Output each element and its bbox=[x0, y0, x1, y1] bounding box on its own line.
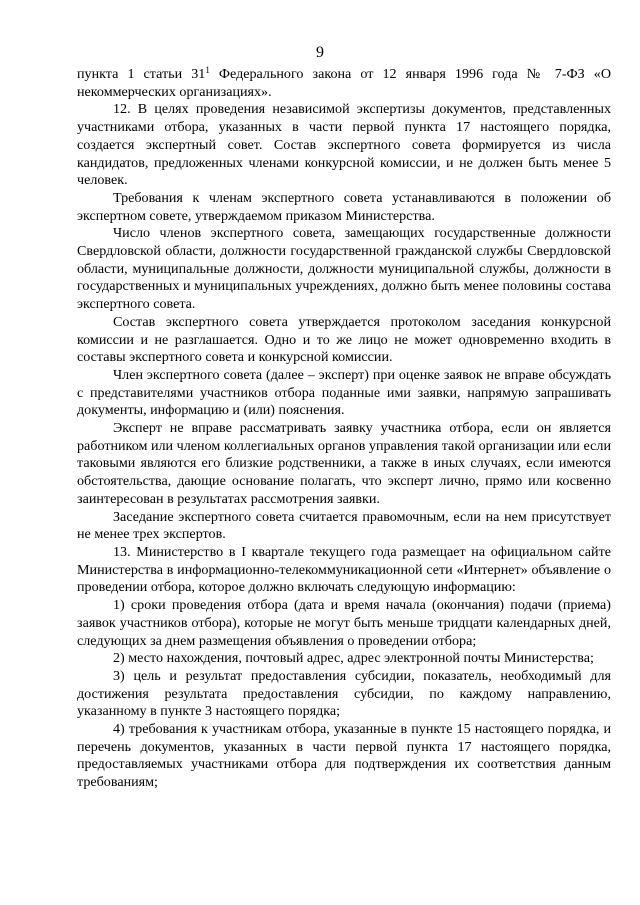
list-item-13-4: 4) требования к участникам отбора, указанные в пункте 15 настоящего порядка, и перечень документов, указанных в части первой пункта 17 настоящего порядка, предоставляемых участниками отбора для подтверждения их соответствия данным требованиям; bbox=[77, 721, 611, 791]
paragraph-expert-restrictions: Эксперт не вправе рассматривать заявку участника отбора, если он является работником или членом коллегиальных органов управления такой организации или если таковыми являются его близкие родственники, а также в иных случаях, если имеются обстоятельства, дающие основание полагать, что эксперт лично, прямо или косвенно заинтересован в результатах рассмотрения заявки. bbox=[77, 420, 611, 507]
list-item-13-3: 3) цель и результат предоставления субсидии, показатель, необходимый для достижения результата предоставления субсидии, по каждому направлению, указанному в пункте 3 настоящего порядка; bbox=[77, 667, 611, 720]
paragraph-meeting-quorum: Заседание экспертного совета считается правомочным, если на нем присутствует не менее трех экспертов. bbox=[77, 508, 611, 543]
paragraph-text: Федерального закона от 12 января 1996 года № 7-ФЗ «О некоммерческих организациях». bbox=[77, 66, 611, 100]
paragraph-expert-member: Член экспертного совета (далее – эксперт) при оценке заявок не вправе обсуждать с представителями участников отбора поданные ими заявки, напрямую запрашивать документы, информацию и (или) пояснения. bbox=[77, 366, 611, 419]
page-number: 9 bbox=[316, 44, 324, 61]
list-item-13-1: 1) сроки проведения отбора (дата и время начала (окончания) подачи (приема) заявок участников отбора), которые не могут быть меньше тридцати календарных дней, следующих за днем размещения объявления о проведении отбора; bbox=[77, 597, 611, 649]
paragraph-text: пункта 1 статьи 31 bbox=[77, 66, 206, 82]
paragraph-continuation bbox=[77, 66, 611, 101]
superscript: 1 bbox=[205, 65, 210, 75]
list-item-13-2: 2) место нахождения, почтовый адрес, адрес электронной почты Министерства; bbox=[113, 650, 594, 667]
paragraph-member-count: Число членов экспертного совета, замещающих государственные должности Свердловской области, должности государственной гражданской службы Свердловской области, муниципальные должности, должности муниципальной службы, должности в государственных и муниципальных учреждениях, должно быть менее половины состава экспертного совета. bbox=[77, 225, 611, 313]
paragraph-composition: Состав экспертного совета утверждается протоколом заседания конкурсной комиссии и не разглашается. Одно и то же лицо не может одновременно входить в составы экспертного совета и конкурсной комиссии. bbox=[77, 313, 611, 366]
document-body bbox=[77, 66, 611, 792]
paragraph-requirements: Требования к членам экспертного совета устанавливаются в положении об экспертном совете, утверждаемом приказом Министерства. bbox=[77, 189, 611, 224]
paragraph-13: 13. Министерство в I квартале текущего года размещает на официальном сайте Министерства в информационно-телекоммуникационной сети «Интернет» объявление о проведении отбора, которое должно включать следующую информацию: bbox=[77, 543, 611, 596]
paragraph-12: 12. В целях проведения независимой экспертизы документов, представленных участниками отбора, указанных в части первой пункта 17 настоящего порядка, создается экспертный совет. Состав экспертного совета формируется из числа кандидатов, предложенных членами конкурсной комиссии, и не должен быть менее 5 человек. bbox=[77, 101, 611, 189]
